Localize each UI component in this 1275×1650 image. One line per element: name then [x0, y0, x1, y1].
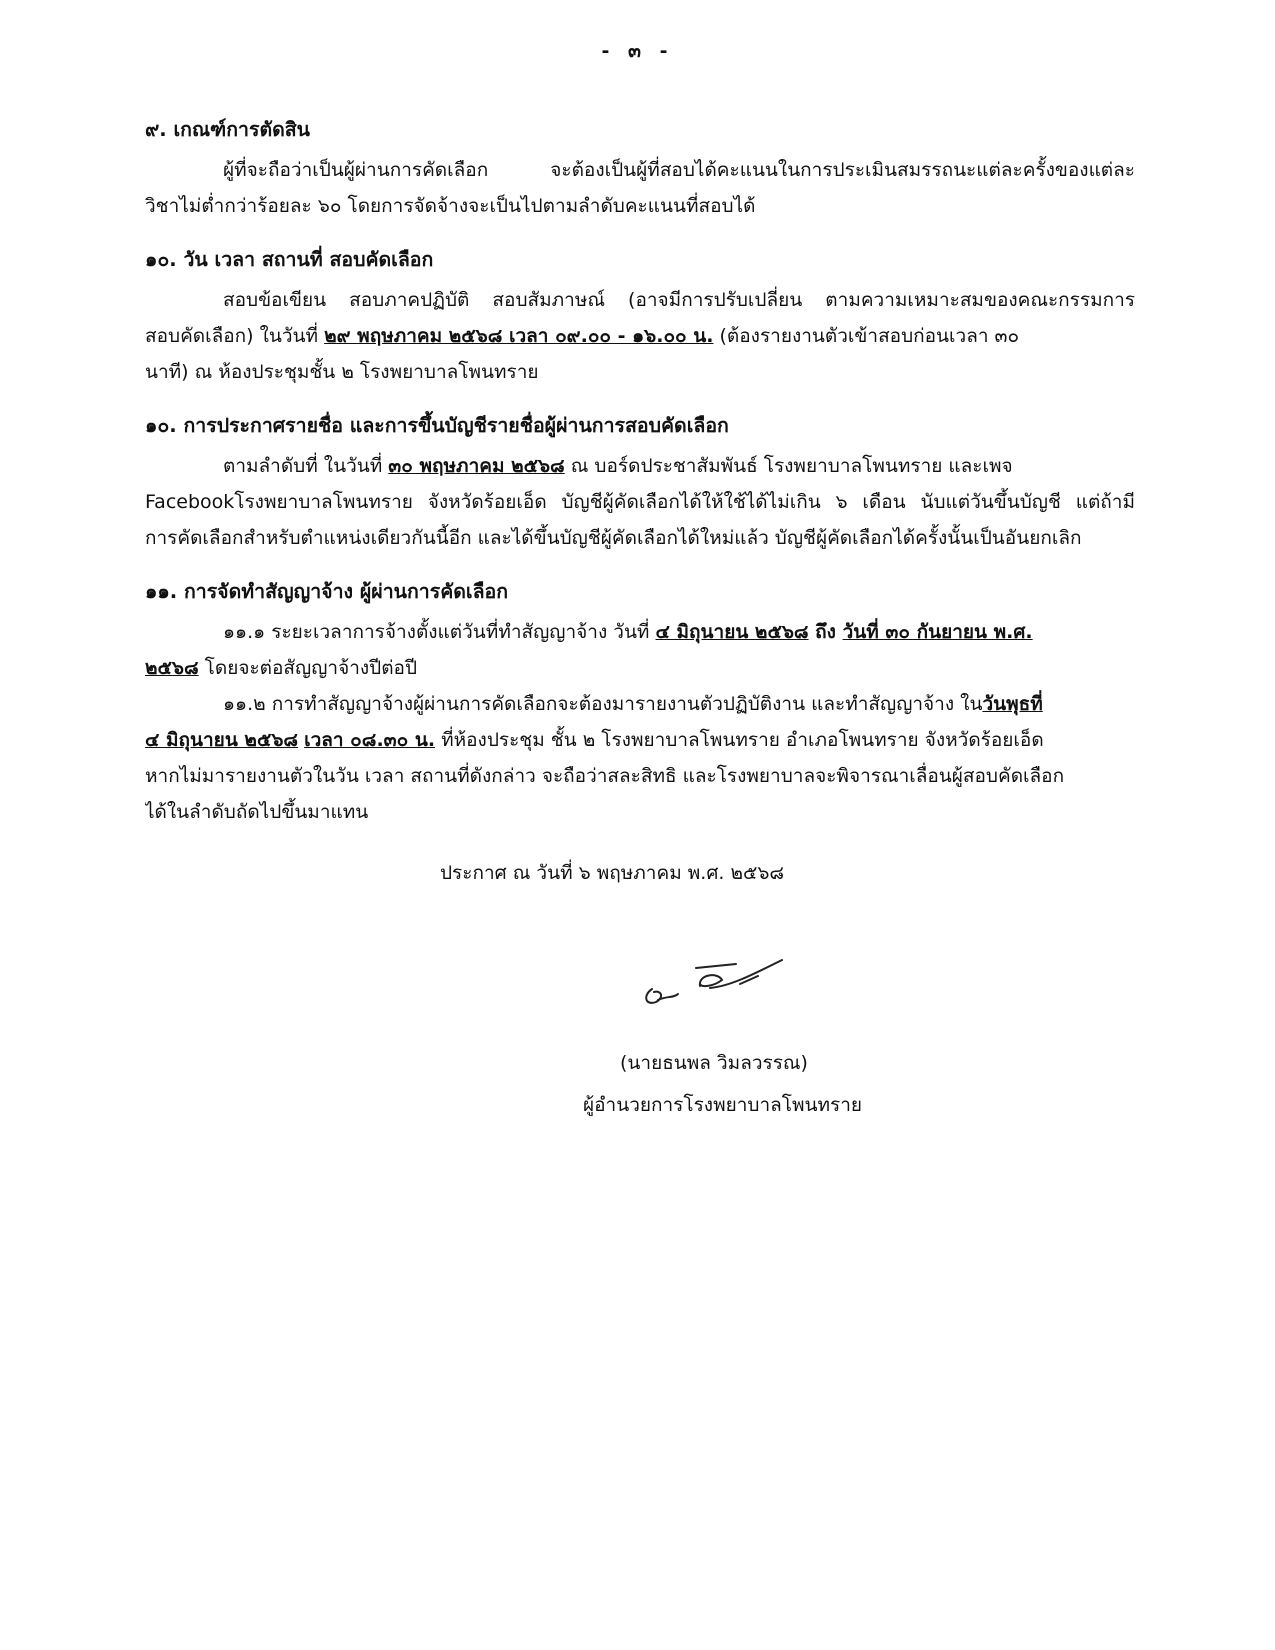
exam-date-time: ๒๙ พฤษภาคม ๒๕๖๘ เวลา ๐๙.๐๐ - ๑๖.๐๐ น.	[324, 325, 714, 347]
announce-place: ณ บอร์ดประชาสัมพันธ์ โรงพยาบาลโพนทราย และเพจ	[564, 455, 1013, 477]
contract-renewal-text: โดยจะต่อสัญญาจ้างปีต่อปี	[198, 657, 418, 679]
document-body	[145, 108, 1135, 830]
exam-date-prefix: สอบคัดเลือก) ในวันที่	[145, 325, 325, 347]
section-9-text-line-2: วิชาไม่ต่ำกว่าร้อยละ ๖๐ โดยการจัดจ้างจะเป็นไปตามลำดับคะแนนที่สอบได้	[145, 195, 756, 217]
contract-end-date: วันที่ ๓๐ กันยายน พ.ศ.	[842, 621, 1033, 643]
contract-signing-text: ๑๑.๒ การทำสัญญาจ้างผู้ผ่านการคัดเลือกจะต้องมารายงานตัวปฏิบัติงาน และทำสัญญาจ้าง ใน	[223, 693, 983, 715]
section-11-2-line-2	[145, 722, 1135, 758]
section-9-text-line-1: ผู้ที่จะถือว่าเป็นผู้ผ่านการคัดเลือก จะต้องเป็นผู้ที่สอบได้คะแนนในการประเมินสมรรถนะแต่ละครั้งของแต่ละ	[223, 159, 1135, 181]
signer-position: ผู้อำนวยการโรงพยาบาลโพนทราย	[583, 1094, 863, 1116]
signer-name: (นายธนพล วิมลวรรณ)	[620, 1052, 808, 1074]
section-10-announce-line-3: การคัดเลือกสำหรับตำแหน่งเดียวกันนี้อีก และได้ขึ้นบัญชีผู้คัดเลือกได้ใหม่แล้ว บัญชีผู้คัดเลือกได้ครั้งนั้นเป็นอันยกเลิก	[145, 527, 1082, 549]
section-11-2-line-3: หากไม่มารายงานตัวในวัน เวลา สถานที่ดังกล่าว จะถือว่าสละสิทธิ และโรงพยาบาลจะพิจารณาเลื่อนผู้สอบคัดเลือก	[145, 765, 1065, 787]
section-10-exam-line-3: นาที) ณ ห้องประชุมชั้น ๒ โรงพยาบาลโพนทราย	[145, 361, 539, 383]
announce-date-prefix: ตามลำดับที่ ในวันที่	[223, 455, 389, 477]
section-11-heading: ๑๑. การจัดทำสัญญาจ้าง ผู้ผ่านการคัดเลือก	[145, 580, 509, 603]
contract-end-year: ๒๕๖๘	[145, 657, 199, 679]
contract-signing-date: ๔ มิถุนายน ๒๕๖๘	[145, 729, 299, 751]
announce-date: ๓๐ พฤษภาคม ๒๕๖๘	[388, 455, 565, 477]
section-10-exam-heading: ๑๐. วัน เวลา สถานที่ สอบคัดเลือก	[145, 248, 434, 271]
section-10-announce-line-1	[145, 448, 1135, 484]
contract-start-date: ๔ มิถุนายน ๒๕๖๘	[655, 621, 809, 643]
handwritten-signature	[640, 954, 790, 1019]
contract-signing-place: ที่ห้องประชุม ชั้น ๒ โรงพยาบาลโพนทราย อำเภอโพนทราย จังหวัดร้อยเอ็ด	[435, 729, 1044, 751]
contract-signing-day: วันพุธที่	[982, 693, 1043, 715]
exam-report-note: (ต้องรายงานตัวเข้าสอบก่อนเวลา ๓๐	[713, 325, 1020, 347]
contract-to: ถึง	[808, 621, 843, 643]
section-10-announce-line-2: Facebookโรงพยาบาลโพนทราย จังหวัดร้อยเอ็ด บัญชีผู้คัดเลือกได้ให้ใช้ได้ไม่เกิน ๖ เดือน นับแต่วันขึ้นบัญชี แต่ถ้ามี	[145, 491, 1135, 513]
section-11-1-line-2	[145, 650, 1135, 686]
section-10-exam-line-1: สอบข้อเขียน สอบภาคปฏิบัติ สอบสัมภาษณ์ (อาจมีการปรับเปลี่ยน ตามความเหมาะสมของคณะกรรมการ	[223, 289, 1135, 311]
section-9-heading: ๙. เกณฑ์การตัดสิน	[145, 118, 311, 141]
contract-period-text: ๑๑.๑ ระยะเวลาการจ้างตั้งแต่วันที่ทำสัญญาจ้าง วันที่	[223, 621, 656, 643]
section-11-1-line-1	[145, 614, 1135, 650]
section-11-2-line-1	[145, 686, 1135, 722]
section-10-announce-heading: ๑๐. การประกาศรายชื่อ และการขึ้นบัญชีรายชื่อผู้ผ่านการสอบคัดเลือก	[145, 414, 729, 437]
section-11-2-line-4: ได้ในลำดับถัดไปขึ้นมาแทน	[145, 801, 369, 823]
page-number: - ๓ -	[601, 40, 674, 62]
announcement-date: ประกาศ ณ วันที่ ๖ พฤษภาคม พ.ศ. ๒๕๖๘	[440, 862, 785, 884]
contract-signing-time: เวลา ๐๘.๓๐ น.	[304, 729, 436, 751]
section-10-exam-line-2	[145, 318, 1135, 354]
